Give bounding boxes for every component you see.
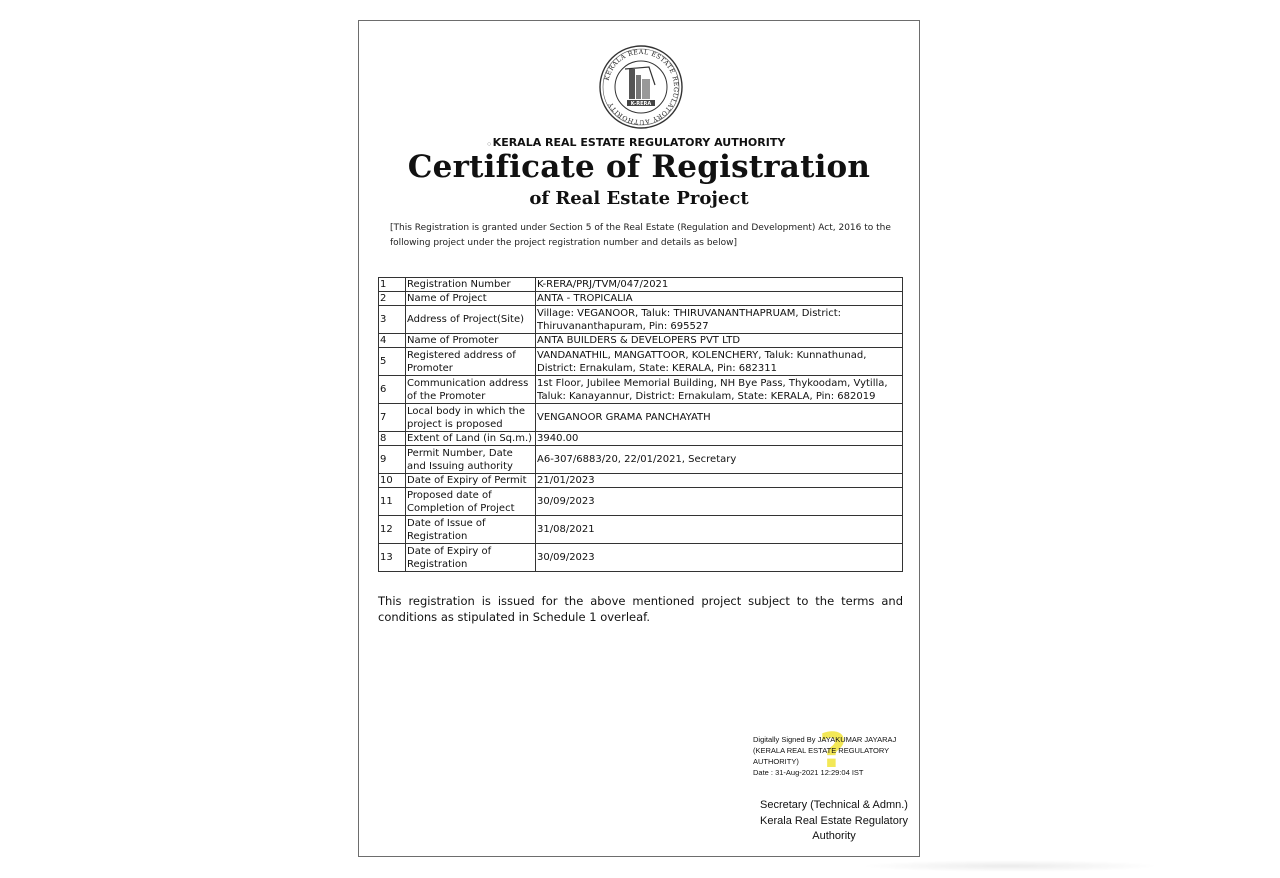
table-row: [379, 334, 903, 348]
svg-text:K-RERA: K-RERA: [630, 101, 652, 107]
row-number: 3: [379, 306, 406, 334]
signature-validity-question-icon: ?: [819, 723, 847, 779]
table-row: [379, 432, 903, 446]
row-label: Registration Number: [406, 278, 536, 292]
table-row: [379, 376, 903, 404]
row-label: Date of Expiry of Registration: [406, 544, 536, 572]
row-number: 9: [379, 446, 406, 474]
table-row: [379, 348, 903, 376]
registration-details-table: [378, 277, 903, 572]
row-label: Permit Number, Date and Issuing authority: [406, 446, 536, 474]
table-row: [379, 306, 903, 334]
certificate-page: [358, 20, 920, 857]
row-label: Name of Promoter: [406, 334, 536, 348]
row-value: 1st Floor, Jubilee Memorial Building, NH Bye Pass, Thykoodam, Vytilla, Taluk: Kanayannur, District: Ernakulam, State: KERALA, Pin: 682019: [536, 376, 903, 404]
row-label: Communication address of the Promoter: [406, 376, 536, 404]
k-rera-seal-logo: [599, 45, 683, 129]
row-value: 3940.00: [536, 432, 903, 446]
page-shadow: [860, 860, 1160, 872]
svg-text:KERALA REAL ESTATE REGULATORY: KERALA REAL ESTATE REGULATORY AUTHORITY: [603, 48, 680, 126]
row-number: 12: [379, 516, 406, 544]
row-value: 30/09/2023: [536, 544, 903, 572]
certificate-title: Certificate of Registration: [407, 149, 871, 185]
authority-name: KERALA REAL ESTATE REGULATORY AUTHORITY: [492, 136, 786, 149]
row-value: 30/09/2023: [536, 488, 903, 516]
row-label: Proposed date of Completion of Project: [406, 488, 536, 516]
table-row: [379, 544, 903, 572]
row-number: 8: [379, 432, 406, 446]
table-row: [379, 516, 903, 544]
table-row: [379, 278, 903, 292]
signatory-organization-cont: Authority: [812, 830, 856, 842]
row-label: Local body in which the project is proposed: [406, 404, 536, 432]
row-value: 21/01/2023: [536, 474, 903, 488]
row-number: 2: [379, 292, 406, 306]
closing-statement: This registration is issued for the above mentioned project subject to the terms and conditions as stipulated in Schedule 1 overleaf.: [378, 594, 903, 624]
table-row: [379, 488, 903, 516]
row-value: Village: VEGANOOR, Taluk: THIRUVANANTHAPRUAM, District: Thiruvananthapuram, Pin: 695527: [536, 306, 903, 334]
row-label: Address of Project(Site): [406, 306, 536, 334]
row-value: A6-307/6883/20, 22/01/2021, Secretary: [536, 446, 903, 474]
row-number: 1: [379, 278, 406, 292]
row-label: Name of Project: [406, 292, 536, 306]
row-number: 13: [379, 544, 406, 572]
digital-signature-block: [753, 734, 913, 778]
table-row: [379, 474, 903, 488]
preamble-text: [This Registration is granted under Section 5 of the Real Estate (Regulation and Development) Act, 2016 to the following project under the project registration number and details as below]: [390, 223, 891, 248]
digital-signature-line: (KERALA REAL ESTATE REGULATORY: [753, 746, 890, 755]
row-value: ANTA - TROPICALIA: [536, 292, 903, 306]
table-row: [379, 292, 903, 306]
row-value: ANTA BUILDERS & DEVELOPERS PVT LTD: [536, 334, 903, 348]
digital-signature-line: AUTHORITY): [753, 757, 799, 766]
digital-signature-date: Date : 31-Aug-2021 12:29:04 IST: [753, 768, 864, 777]
certificate-subtitle: of Real Estate Project: [529, 188, 749, 209]
signatory-organization: Kerala Real Estate Regulatory: [760, 814, 908, 827]
table-row: [379, 404, 903, 432]
row-number: 5: [379, 348, 406, 376]
row-value: 31/08/2021: [536, 516, 903, 544]
row-value: VANDANATHIL, MANGATTOOR, KOLENCHERY, Taluk: Kunnathunad, District: Ernakulam, State: KERALA, Pin: 682311: [536, 348, 903, 376]
row-label: Registered address of Promoter: [406, 348, 536, 376]
scan-artifact: ○: [487, 141, 492, 148]
row-value: VENGANOOR GRAMA PANCHAYATH: [536, 404, 903, 432]
signatory-designation: Secretary (Technical & Admn.): [760, 799, 908, 811]
row-number: 7: [379, 404, 406, 432]
row-number: 10: [379, 474, 406, 488]
row-label: Extent of Land (in Sq.m.): [406, 432, 536, 446]
row-number: 6: [379, 376, 406, 404]
digital-signature-line: Digitally Signed By JAYAKUMAR JAYARAJ: [753, 735, 897, 744]
row-number: 11: [379, 488, 406, 516]
table-row: [379, 446, 903, 474]
row-label: Date of Issue of Registration: [406, 516, 536, 544]
row-value: K-RERA/PRJ/TVM/047/2021: [536, 278, 903, 292]
signatory-block: [759, 798, 909, 845]
row-number: 4: [379, 334, 406, 348]
row-label: Date of Expiry of Permit: [406, 474, 536, 488]
